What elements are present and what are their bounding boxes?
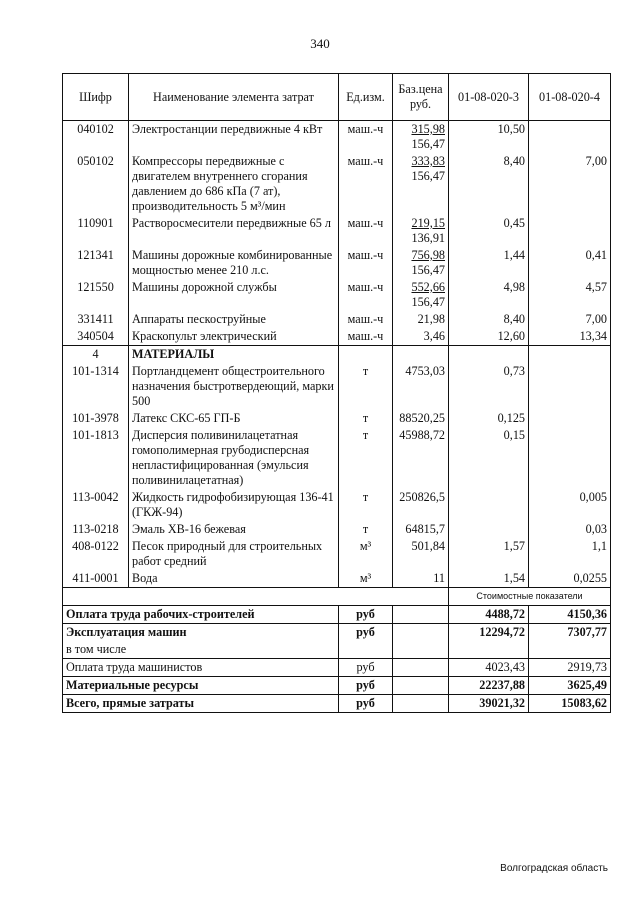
header-code: Шифр <box>63 74 129 121</box>
row-value-col4: 0,41 <box>529 247 611 279</box>
row-code: 121341 <box>63 247 129 279</box>
row-value-col3 <box>449 489 529 521</box>
row-code: 101-1314 <box>63 363 129 410</box>
section-number: 4 <box>63 346 129 364</box>
row-value-col3: 12,60 <box>449 328 529 346</box>
table-row <box>63 328 611 346</box>
empty-cell <box>393 624 449 642</box>
row-price <box>393 279 449 311</box>
row-value-col4: 0,03 <box>529 521 611 538</box>
base-price: 88520,25 <box>399 411 445 425</box>
row-code: 113-0042 <box>63 489 129 521</box>
row-price <box>393 328 449 346</box>
summary-unit: руб <box>339 659 393 677</box>
empty-cell <box>529 346 611 364</box>
row-unit: т <box>339 427 393 489</box>
summary-label: Всего, прямые затраты <box>63 695 339 713</box>
summary-label: Оплата труда машинистов <box>63 659 339 677</box>
summary-value-col4: 4150,36 <box>529 606 611 624</box>
summary-label: Материальные ресурсы <box>63 677 339 695</box>
cost-table <box>62 73 611 713</box>
table-row <box>63 410 611 427</box>
row-price <box>393 570 449 588</box>
row-price <box>393 521 449 538</box>
summary-value-col3: 4488,72 <box>449 606 529 624</box>
row-code: 121550 <box>63 279 129 311</box>
row-code: 101-1813 <box>63 427 129 489</box>
row-price <box>393 311 449 328</box>
empty-cell <box>393 346 449 364</box>
table-row <box>63 489 611 521</box>
row-name: Жидкость гидрофобизирующая 136-41 (ГКЖ-94) <box>129 489 339 521</box>
section-row <box>63 346 611 364</box>
header-name: Наименование элемента затрат <box>129 74 339 121</box>
summary-row <box>63 624 611 642</box>
table-row <box>63 153 611 215</box>
header-unit: Ед.изм. <box>339 74 393 121</box>
row-code: 110901 <box>63 215 129 247</box>
row-name: Песок природный для строительных работ средний <box>129 538 339 570</box>
row-name: Эмаль ХВ-16 бежевая <box>129 521 339 538</box>
row-value-col3: 4,98 <box>449 279 529 311</box>
row-value-col4 <box>529 363 611 410</box>
base-price: 552,66 <box>411 280 445 294</box>
base-price: 333,83 <box>411 154 445 168</box>
summary-row <box>63 659 611 677</box>
row-value-col4: 4,57 <box>529 279 611 311</box>
summary-value-col4 <box>529 641 611 659</box>
row-name: Аппараты пескоструйные <box>129 311 339 328</box>
row-name: Компрессоры передвижные с двигателем внутреннего сгорания давлением до 686 кПа (7 ат), производительность 5 м³/мин <box>129 153 339 215</box>
table-row <box>63 538 611 570</box>
row-price <box>393 247 449 279</box>
row-unit: м³ <box>339 538 393 570</box>
row-name: Электростанции передвижные 4 кВт <box>129 121 339 154</box>
summary-label: Эксплуатация машин <box>63 624 339 642</box>
summary-value-col3 <box>449 641 529 659</box>
row-value-col3: 8,40 <box>449 153 529 215</box>
row-unit: м³ <box>339 570 393 588</box>
empty-cell <box>63 588 449 606</box>
base-price: 4753,03 <box>405 364 445 378</box>
header-price: Баз.цена руб. <box>393 74 449 121</box>
header-col3: 01-08-020-3 <box>449 74 529 121</box>
summary-value-col4: 2919,73 <box>529 659 611 677</box>
page-number: 340 <box>310 36 330 51</box>
row-value-col4 <box>529 121 611 154</box>
empty-cell <box>393 641 449 659</box>
row-unit: т <box>339 363 393 410</box>
row-code: 101-3978 <box>63 410 129 427</box>
labor-price: 156,47 <box>411 295 445 309</box>
row-code: 331411 <box>63 311 129 328</box>
row-value-col3 <box>449 521 529 538</box>
table-row <box>63 521 611 538</box>
row-value-col3: 10,50 <box>449 121 529 154</box>
row-value-col4: 0,0255 <box>529 570 611 588</box>
summary-unit: руб <box>339 606 393 624</box>
row-unit: т <box>339 489 393 521</box>
summary-unit <box>339 641 393 659</box>
row-unit: маш.-ч <box>339 247 393 279</box>
table-row <box>63 570 611 588</box>
row-value-col3: 0,125 <box>449 410 529 427</box>
empty-cell <box>393 659 449 677</box>
row-name: Краскопульт электрический <box>129 328 339 346</box>
row-value-col3: 1,57 <box>449 538 529 570</box>
empty-cell <box>449 346 529 364</box>
summary-value-col4: 15083,62 <box>529 695 611 713</box>
row-unit: маш.-ч <box>339 153 393 215</box>
table-row <box>63 279 611 311</box>
table-row <box>63 427 611 489</box>
table-row <box>63 363 611 410</box>
labor-price: 156,47 <box>411 169 445 183</box>
row-price <box>393 489 449 521</box>
row-unit: маш.-ч <box>339 311 393 328</box>
summary-value-col3: 39021,32 <box>449 695 529 713</box>
footer-region: Волгоградская область <box>500 863 608 874</box>
header-col4: 01-08-020-4 <box>529 74 611 121</box>
row-name: Дисперсия поливинилацетатная гомополимерная грубодисперсная непластифицированная (эмульсия поливинилацетатная) <box>129 427 339 489</box>
row-value-col3: 0,15 <box>449 427 529 489</box>
base-price: 11 <box>433 571 445 585</box>
summary-unit: руб <box>339 677 393 695</box>
summary-label: Оплата труда рабочих-строителей <box>63 606 339 624</box>
summary-value-col3: 4023,43 <box>449 659 529 677</box>
summary-value-col3: 22237,88 <box>449 677 529 695</box>
row-name: Машины дорожной службы <box>129 279 339 311</box>
base-price: 219,15 <box>411 216 445 230</box>
row-value-col4: 7,00 <box>529 311 611 328</box>
labor-price: 156,47 <box>411 137 445 151</box>
section-title: МАТЕРИАЛЫ <box>129 346 339 364</box>
row-code: 411-0001 <box>63 570 129 588</box>
row-price <box>393 215 449 247</box>
summary-row <box>63 677 611 695</box>
labor-price: 136,91 <box>411 231 445 245</box>
summary-unit: руб <box>339 624 393 642</box>
row-price <box>393 410 449 427</box>
row-value-col4 <box>529 410 611 427</box>
base-price: 45988,72 <box>399 428 445 442</box>
empty-cell <box>393 677 449 695</box>
indicators-label: Стоимостные показатели <box>449 588 611 606</box>
row-value-col4: 7,00 <box>529 153 611 215</box>
base-price: 250826,5 <box>399 490 445 504</box>
row-value-col3: 1,54 <box>449 570 529 588</box>
table-row <box>63 247 611 279</box>
row-price <box>393 153 449 215</box>
empty-cell <box>393 695 449 713</box>
table-row <box>63 121 611 154</box>
row-unit: маш.-ч <box>339 215 393 247</box>
row-code: 050102 <box>63 153 129 215</box>
base-price: 756,98 <box>411 248 445 262</box>
row-code: 340504 <box>63 328 129 346</box>
base-price: 315,98 <box>411 122 445 136</box>
summary-row <box>63 606 611 624</box>
base-price: 501,84 <box>411 539 445 553</box>
base-price: 64815,7 <box>405 522 445 536</box>
row-price <box>393 121 449 154</box>
row-value-col3: 0,73 <box>449 363 529 410</box>
empty-cell <box>339 346 393 364</box>
row-unit: маш.-ч <box>339 121 393 154</box>
row-price <box>393 538 449 570</box>
row-code: 113-0218 <box>63 521 129 538</box>
labor-price: 156,47 <box>411 263 445 277</box>
summary-value-col4: 3625,49 <box>529 677 611 695</box>
row-name: Растворосмесители передвижные 65 л <box>129 215 339 247</box>
row-code: 040102 <box>63 121 129 154</box>
base-price: 3,46 <box>423 329 445 343</box>
summary-value-col3: 12294,72 <box>449 624 529 642</box>
table-header-row <box>63 74 611 121</box>
row-value-col4: 0,005 <box>529 489 611 521</box>
row-value-col4 <box>529 215 611 247</box>
row-unit: т <box>339 521 393 538</box>
row-name: Вода <box>129 570 339 588</box>
summary-unit: руб <box>339 695 393 713</box>
row-price <box>393 427 449 489</box>
row-value-col3: 1,44 <box>449 247 529 279</box>
base-price: 21,98 <box>417 312 445 326</box>
summary-row <box>63 641 611 659</box>
row-value-col3: 8,40 <box>449 311 529 328</box>
row-name: Латекс СКС-65 ГП-Б <box>129 410 339 427</box>
row-value-col4: 1,1 <box>529 538 611 570</box>
row-unit: маш.-ч <box>339 328 393 346</box>
row-value-col4 <box>529 427 611 489</box>
summary-row <box>63 695 611 713</box>
row-unit: маш.-ч <box>339 279 393 311</box>
empty-cell <box>393 606 449 624</box>
indicators-header-row <box>63 588 611 606</box>
table-row <box>63 311 611 328</box>
row-value-col3: 0,45 <box>449 215 529 247</box>
row-value-col4: 13,34 <box>529 328 611 346</box>
summary-label: в том числе <box>63 641 339 659</box>
table-row <box>63 215 611 247</box>
row-name: Машины дорожные комбинированные мощностью менее 210 л.с. <box>129 247 339 279</box>
row-unit: т <box>339 410 393 427</box>
row-name: Портландцемент общестроительного назначения быстротвердеющий, марки 500 <box>129 363 339 410</box>
row-code: 408-0122 <box>63 538 129 570</box>
summary-value-col4: 7307,77 <box>529 624 611 642</box>
row-price <box>393 363 449 410</box>
